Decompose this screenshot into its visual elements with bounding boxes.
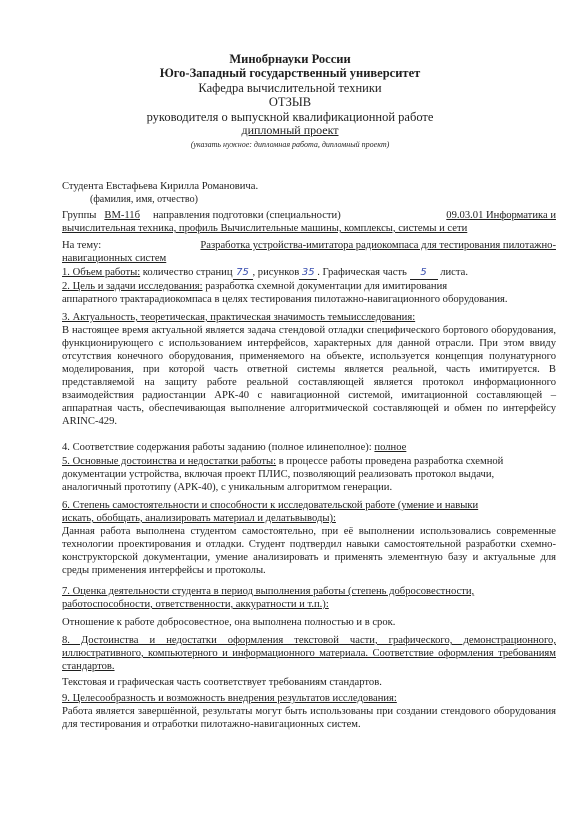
s6-text: Данная работа выполнена студентом самостоятельно, при её выполнении использовались современные технологии проектирования и отладки. Студент подтвердил навыки самостоятельной разработки схемно-конструкторской документации, умение анализировать и применять элементную базу и актуальные для среды применения интерфейсы и протоколы. bbox=[62, 526, 556, 576]
section-2 bbox=[62, 280, 556, 293]
s5-text1: в процессе работы проведена разработка схемной bbox=[278, 456, 504, 467]
s3-text: В настоящее время актуальной является задача стендовой отладки специфического бортового оборудования, функционирующего с использованием интерфейсов, характерных для данной отрасли. При этом ввиду отсутствия конечного оборудования, применяемого на объекте, используется концепция полунатурного моделирования, при которой часть ответной системы является реальной, часть имитируется. В представляемой на защиту работе реальной составляющей является протокол информационного взаимодействия радиостанции АРК-40 с навигационной системой, имитационной составляющей – аппаратная часть, обеспечивающая выполнение алгоритмической составляющей и обмен по интерфейсу ARINC-429. bbox=[62, 325, 556, 427]
group-value: ВМ-11б bbox=[104, 210, 140, 221]
s1-pages-value: 75 bbox=[233, 266, 253, 280]
topic-label: На тему: bbox=[62, 240, 102, 251]
s2-label: 2. Цель и задачи исследования: bbox=[62, 281, 203, 292]
direction-label: направления подготовки (специальности) bbox=[152, 210, 341, 221]
s7-label-line1: 7. Оценка деятельности студента в период выполнения работы (степень добросовестности, bbox=[62, 586, 475, 597]
section-4 bbox=[62, 441, 556, 454]
student-hint: (фамилия, имя, отчество) bbox=[90, 194, 198, 205]
group-row bbox=[62, 209, 556, 222]
section-5 bbox=[62, 455, 556, 468]
department-name: Кафедра вычислительной техники bbox=[198, 80, 382, 95]
s1-label: 1. Объем работы: bbox=[62, 267, 141, 278]
direction-value: 09.03.01 Информатика и bbox=[446, 210, 556, 221]
university-name: Юго-Западный государственный университет bbox=[159, 66, 421, 81]
s9-text: Работа является завершённой, результаты могут быть использованы при создании стендового оборудования для тестирования и отработки пилотажно-навигационных систем. bbox=[62, 706, 556, 730]
group-label: Группы bbox=[62, 210, 97, 221]
s3-label: 3. Актуальность, теоретическая, практическая значимость темыисследования: bbox=[62, 312, 416, 323]
student-line: Студента Евстафьева Кирилла Романовича. bbox=[62, 181, 259, 192]
s8-label: 8. Достоинства и недостатки оформления текстовой части, графического, демонстрационного, иллюстративного, компьютерного и информационного материала. Соответствие оформления требованиям стандартов. bbox=[62, 635, 556, 672]
s8-text: Текстовая и графическая часть соответствует требованиям стандартов. bbox=[62, 677, 382, 688]
work-type-hint: (указать нужное: дипломная работа, дипломный проект) bbox=[190, 139, 390, 149]
topic-row bbox=[62, 239, 556, 252]
s6-label-line1: 6. Степень самостоятельности и способности к исследовательской работе (умение и навыки bbox=[62, 500, 479, 511]
s9-label: 9. Целесообразность и возможность внедрения результатов исследования: bbox=[62, 693, 397, 704]
s1-figures-text: , рисунков bbox=[252, 267, 300, 278]
s4-label: 4. Соответствие содержания работы заданию (полное илинеполное): bbox=[62, 442, 372, 453]
s1-pages-text: количество страниц bbox=[142, 267, 233, 278]
s5-label: 5. Основные достоинства и недостатки работы: bbox=[62, 456, 277, 467]
direction-line2: вычислительная техника, профиль Вычислительные машины, комплексы, системы и сети bbox=[62, 223, 468, 234]
s6-label-line2: искать, обобщать, анализировать материал и делатьвыводы): bbox=[62, 513, 336, 524]
s5-line3: аналогичный прототипу (АРК-40), с уникальным алгоритмом генерации. bbox=[62, 482, 393, 493]
s1-sheets-text: листа. bbox=[440, 267, 468, 278]
s1-figures-value: 35 bbox=[299, 266, 317, 280]
s7-label-line2: работоспособности, ответственности, аккуратности и т.п.): bbox=[62, 599, 329, 610]
s1-graph-text: . Графическая часть bbox=[317, 267, 407, 278]
document-title: ОТЗЫВ bbox=[268, 95, 312, 110]
s4-value: полное bbox=[374, 442, 407, 453]
topic-line1: Разработка устройства-имитатора радиокомпаса для тестирования пилотажно- bbox=[200, 240, 556, 251]
document-subtitle: руководителя о выпускной квалификационной работе bbox=[146, 109, 434, 124]
s5-line2: документации устройства, включая проект ПЛИС, позволяющий реализовать протокол выдачи, bbox=[62, 469, 495, 480]
s7-text: Отношение к работе добросовестное, она выполнена полностью и в срок. bbox=[62, 617, 396, 628]
topic-line2: навигационных систем bbox=[62, 253, 167, 264]
s1-graph-value: 5 bbox=[410, 266, 438, 280]
s2-line2: аппаратного трактарадиокомпаса в целях тестирования пилотажно-навигационного оборудования. bbox=[62, 294, 508, 305]
s2-text1: разработка схемной документации для имитирования bbox=[205, 281, 448, 292]
work-type: дипломный проект bbox=[241, 122, 339, 137]
document-header bbox=[0, 52, 580, 149]
ministry-name: Минобрнауки России bbox=[229, 52, 351, 66]
section-1 bbox=[62, 266, 556, 280]
